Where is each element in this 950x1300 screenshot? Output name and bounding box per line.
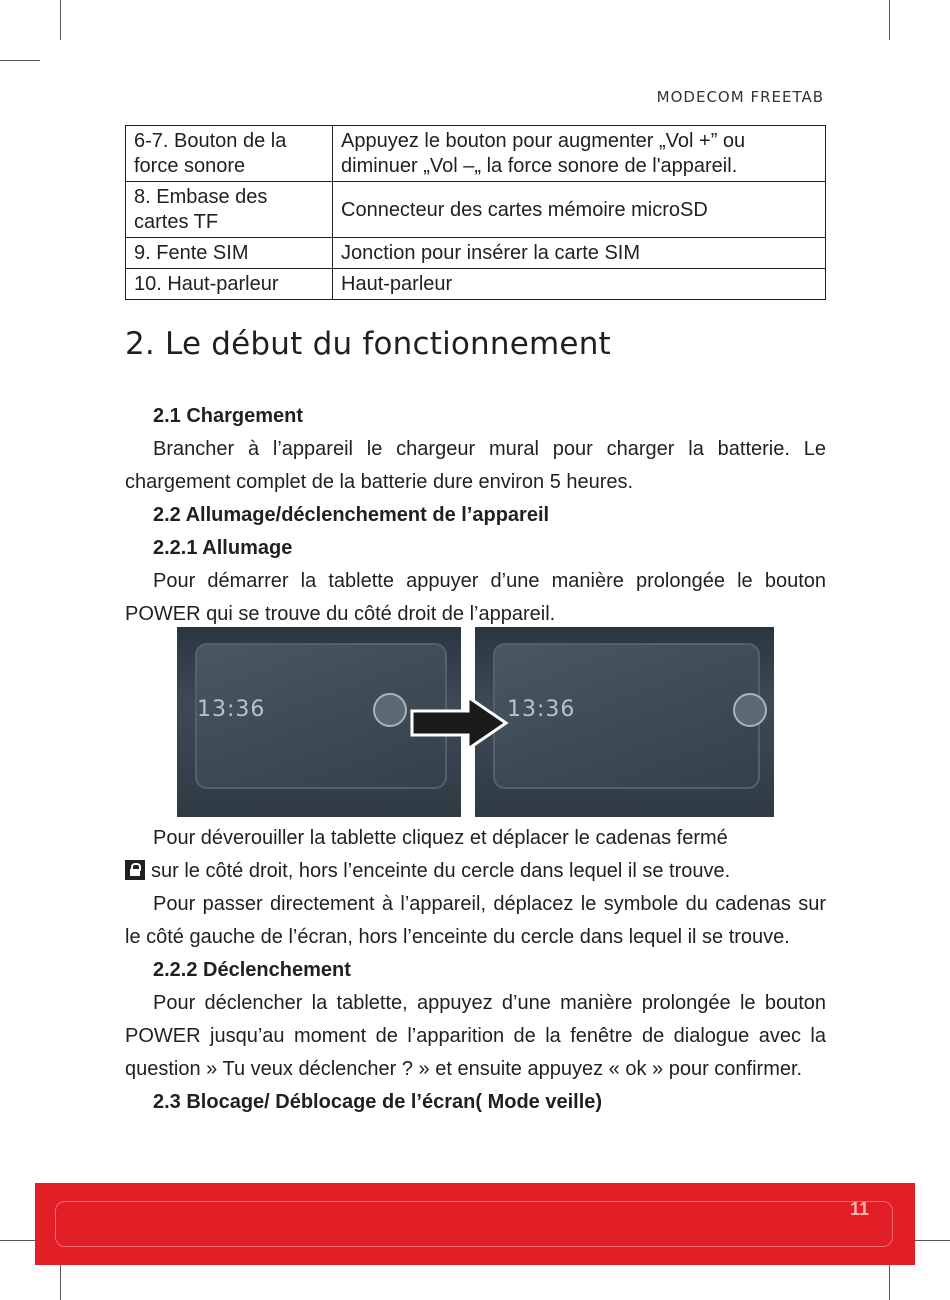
paragraph: Pour passer directement à l’appareil, déplacez le symbole du cadenas sur le côté gauche de l’écran, hors l’enceinte du cercle dans lequel il se trouve.	[125, 893, 826, 948]
unlocked-screen-photo	[475, 627, 774, 817]
spec-table	[125, 125, 826, 300]
table-row	[126, 182, 826, 238]
paragraph: Pour démarrer la tablette appuyer d’une manière prolongée le bouton POWER qui se trouve du côté droit de l’appareil.	[125, 570, 826, 625]
paragraph-continuation: sur le côté droit, hors l’enceinte du cercle dans lequel il se trouve.	[151, 860, 731, 882]
lock-circle-icon	[733, 693, 767, 727]
table-cell: Appuyez le bouton pour augmenter „Vol +” ou diminuer „Vol –„ la force sonore de l'appareil.	[333, 126, 826, 182]
clock-text: 13:36	[197, 697, 266, 722]
page-number: 11	[849, 1199, 869, 1219]
table-cell: 8. Embase des cartes TF	[126, 182, 333, 238]
paragraph	[125, 855, 826, 888]
crop-mark	[889, 1260, 890, 1300]
subsection-title: 2.2.1 Allumage	[153, 537, 293, 559]
page-header: MODECOM FREETAB	[656, 88, 824, 106]
subsection-title: 2.3 Blocage/ Déblocage de l’écran( Mode veille)	[153, 1091, 603, 1113]
section-title: 2. Le début du fonctionnement	[125, 326, 611, 362]
table-cell: Connecteur des cartes mémoire microSD	[333, 182, 826, 238]
lock-circle-icon	[373, 693, 407, 727]
paragraph: Pour déclencher la tablette, appuyez d’une manière prolongée le bouton POWER jusqu’au moment de l’apparition de la fenêtre de dialogue avec la question » Tu veux déclencher ? » et ensuite appuyez « ok » pour confirmer.	[125, 992, 826, 1080]
lock-icon	[125, 860, 145, 880]
crop-mark	[910, 1240, 950, 1241]
crop-mark	[0, 1240, 40, 1241]
crop-mark	[0, 60, 40, 61]
table-cell: Haut-parleur	[333, 269, 826, 300]
table-cell: 10. Haut-parleur	[126, 269, 333, 300]
subsection-title: 2.2 Allumage/déclenchement de l’appareil	[153, 504, 550, 526]
section-body-top	[125, 400, 826, 631]
arrow-right-icon	[410, 695, 510, 755]
crop-mark	[60, 1260, 61, 1300]
crop-mark	[60, 0, 61, 40]
table-cell: 9. Fente SIM	[126, 238, 333, 269]
clock-text: 13:36	[507, 697, 576, 722]
table-row	[126, 269, 826, 300]
paragraph: Pour déverouiller la tablette cliquez et déplacer le cadenas fermé	[153, 827, 728, 849]
paragraph: Brancher à l’appareil le chargeur mural pour charger la batterie. Le chargement complet de la batterie dure environ 5 heures.	[125, 438, 826, 493]
table-row	[126, 238, 826, 269]
subsection-title: 2.2.2 Déclenchement	[153, 959, 351, 981]
section-body-bottom	[125, 822, 826, 1119]
table-row	[126, 126, 826, 182]
crop-mark	[889, 0, 890, 40]
footer-band	[35, 1183, 915, 1265]
table-cell: Jonction pour insérer la carte SIM	[333, 238, 826, 269]
table-cell: 6-7. Bouton de la force sonore	[126, 126, 333, 182]
subsection-title: 2.1 Chargement	[153, 405, 304, 427]
footer-frame	[55, 1201, 893, 1247]
